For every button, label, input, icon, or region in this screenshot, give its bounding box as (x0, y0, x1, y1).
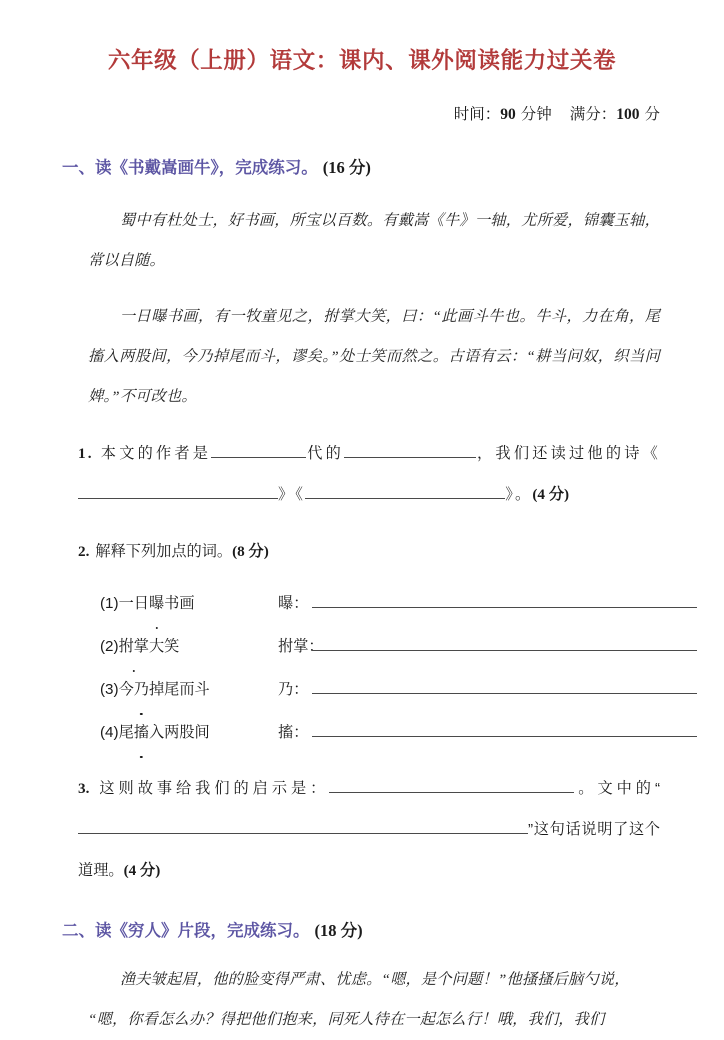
subitem-2-stem-dot: 拊掌 (119, 625, 149, 668)
answer-blank-poem-2[interactable] (305, 482, 505, 499)
subitem-1-stem-dot: 曝 (149, 582, 164, 625)
subitem-3-stem-pre: 今 (118, 681, 134, 699)
section-two-points: (18 分) (314, 921, 363, 941)
question-3 (0, 768, 724, 891)
score-label: 满分： (569, 106, 617, 124)
subitem-2-key (278, 625, 324, 668)
time-label: 时间： (453, 106, 501, 124)
passage-shudaisong-1: 蜀中有杜处士，好书画，所宝以百数。有戴嵩《牛》一轴，尤所爱，锦囊玉轴，常以自随。 (88, 212, 660, 270)
subitem-3-stem-dot: 乃 (134, 668, 149, 711)
question-2 (0, 531, 724, 572)
section-one-title: 一、读《书戴嵩画牛》，完成练习。 (62, 158, 318, 178)
question-2-points: (8 分) (232, 543, 269, 561)
answer-blank-author[interactable] (344, 441, 476, 458)
subitem-2-stem-post: 大笑 (148, 638, 180, 656)
subitem-1-stem-post: 书画 (164, 595, 195, 613)
answer-blank-word-4[interactable] (312, 720, 697, 737)
question-2-subitem-3 (0, 668, 724, 711)
score-unit: 分 (644, 106, 660, 124)
passage-shudaisong-2: 一日曝书画，有一牧童见之，拊掌大笑，曰：“此画斗牛也。牛斗，力在角，尾搐入两股间，今乃掉尾而斗，谬矣。”处士笑而然之。古语有云：“耕当问奴，织当问婢。”不可改也。 (88, 308, 660, 406)
subitem-4-stem-pre: 尾 (118, 724, 134, 742)
question-3-number: 3. (78, 780, 90, 798)
subitem-2-key-pre: 拊 (278, 638, 294, 656)
subitem-1-label: (1) (100, 595, 119, 613)
passage-qiongren-2: “嗯，你看怎么办？得把他们抱来，同死人待在一起怎么行！哦，我们，我们 (88, 1011, 605, 1029)
score-value: 100 (616, 106, 640, 124)
question-1-text-a: 本文的作者是 (99, 445, 212, 463)
subitem-2-key-main: 掌： (293, 638, 324, 656)
section-two-title: 二、读《穷人》片段，完成练习。 (62, 921, 310, 941)
question-1-text-b: 代的 (306, 445, 345, 463)
time-unit: 分钟 (520, 106, 552, 124)
question-3-points: (4 分) (123, 862, 161, 880)
section-one-points: (16 分) (322, 158, 371, 178)
question-3-text-c: ”这句话说明了这个道理。 (78, 821, 660, 880)
subitem-1-stem (100, 582, 278, 625)
question-2-number: 2. (78, 543, 90, 561)
time-value: 90 (500, 106, 516, 124)
answer-blank-word-3[interactable] (312, 677, 697, 694)
question-1-text-d: 》《 (278, 486, 306, 504)
passage-qiongren-1: 渔夫皱起眉，他的脸变得严肃、忧虑。“嗯，是个问题！”他搔搔后脑勺说， (119, 971, 630, 989)
subitem-4-stem (100, 711, 278, 754)
question-2-prompt: 解释下列加点的词。 (95, 543, 233, 561)
subitem-4-stem-post: 入两股间 (148, 724, 210, 742)
answer-blank-poem-1[interactable] (78, 482, 278, 499)
answer-blank-word-2[interactable] (312, 634, 697, 651)
subitem-3-key: 乃： (278, 681, 309, 699)
subitem-1-stem-pre: 一日 (118, 595, 149, 613)
exam-meta (0, 75, 724, 124)
question-1-text-e: 》。 (505, 486, 533, 504)
question-1-points: (4 分) (532, 486, 570, 504)
answer-blank-lesson[interactable] (329, 776, 574, 793)
subitem-3-stem (100, 668, 278, 711)
section-heading-two (0, 919, 724, 942)
question-1-number: 1. (78, 445, 94, 463)
subitem-4-stem-dot: 搐 (134, 711, 149, 754)
subitem-2-label: (2) (100, 638, 119, 656)
question-2-subitem-1 (0, 582, 724, 625)
subitem-4-label: (4) (100, 724, 119, 742)
subitem-2-stem (100, 625, 278, 668)
subitem-1-key: 曝： (278, 595, 309, 613)
answer-blank-quote[interactable] (78, 817, 528, 834)
question-1-text-c: ，我们还读过他的诗《 (476, 445, 661, 463)
page-title: 六年级（上册）语文：课内、课外阅读能力过关卷 (107, 48, 617, 73)
subitem-4-key: 搐： (278, 724, 309, 742)
subitem-3-stem-post: 掉尾而斗 (148, 681, 210, 699)
question-1 (0, 433, 724, 515)
section-heading-one (0, 156, 724, 179)
question-3-text-b: 。文中的“ (574, 780, 661, 798)
question-2-subitem-2 (0, 625, 724, 668)
answer-blank-dynasty[interactable] (211, 441, 306, 458)
subitem-3-label: (3) (100, 681, 119, 699)
question-2-subitem-4 (0, 711, 724, 754)
answer-blank-word-1[interactable] (312, 591, 697, 608)
question-3-text-a: 这则故事给我们的启示是： (95, 780, 330, 798)
